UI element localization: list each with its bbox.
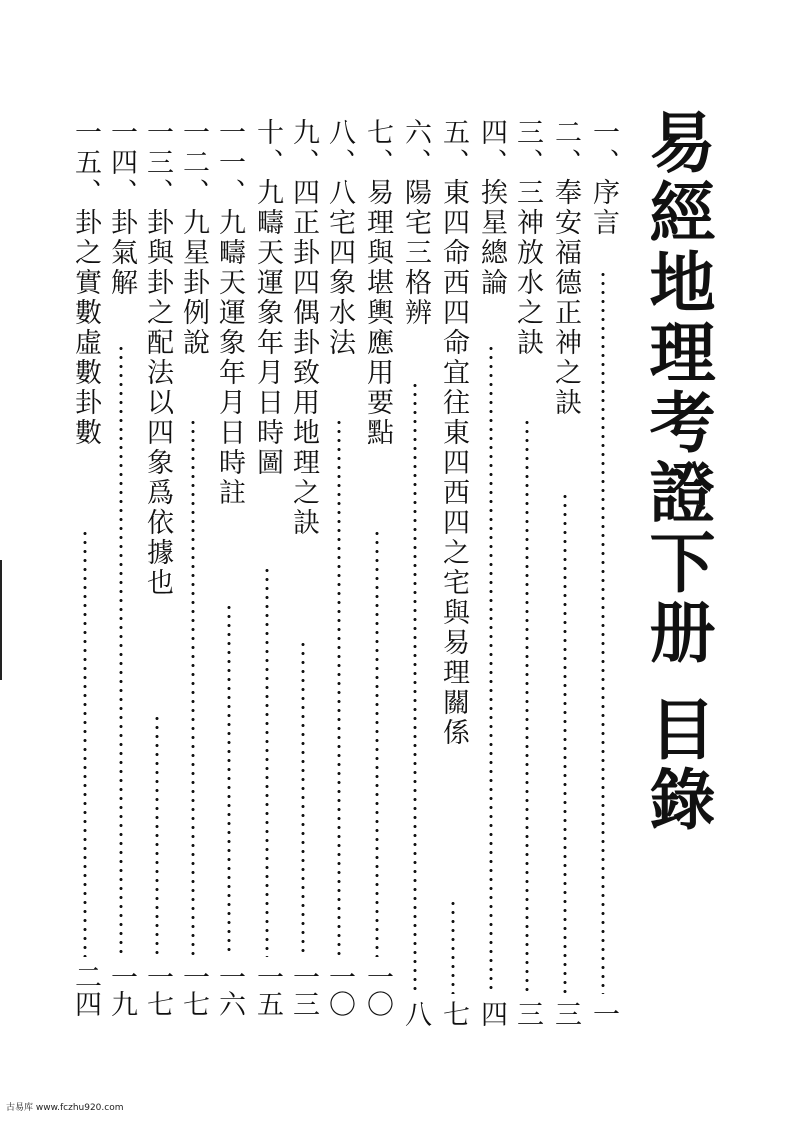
toc-dot-leader xyxy=(451,899,455,994)
toc-entry xyxy=(104,118,138,1017)
toc-entry-label: 四、挨星總論 xyxy=(476,118,507,298)
toc-entry xyxy=(398,118,432,1027)
toc-entry-label: 九、四正卦四偶卦致用地理之訣 xyxy=(288,118,319,538)
toc-page-number: 一六 xyxy=(214,963,245,1017)
toc-page-number: 一七 xyxy=(142,963,173,1017)
toc-entry xyxy=(510,118,544,1027)
toc-entry xyxy=(250,118,284,1017)
toc-dot-leader xyxy=(413,381,417,994)
toc-entry xyxy=(360,118,394,1017)
toc-page-number: 一五 xyxy=(252,963,283,1017)
toc-dot-leader xyxy=(155,714,159,957)
toc-entry xyxy=(322,118,356,1017)
toc-entry-label: 一、序言 xyxy=(588,118,619,238)
toc-dot-leader xyxy=(83,529,87,957)
toc-entry-label: 一三、卦與卦之配法以四象爲依據也 xyxy=(142,118,173,598)
toc-page-number: 一七 xyxy=(178,963,209,1017)
toc-dot-leader xyxy=(227,603,231,957)
toc-entry-label: 六、陽宅三格辨 xyxy=(400,118,431,328)
toc-page-number: 四 xyxy=(476,1000,507,1027)
toc-page-number: 一〇 xyxy=(324,963,355,1017)
toc-page-number: 一三 xyxy=(288,963,319,1017)
toc-dot-leader xyxy=(301,640,305,957)
toc-entry xyxy=(176,118,210,1017)
toc-entry-label: 一二、九星卦例說 xyxy=(178,118,209,358)
toc-dot-leader xyxy=(601,270,605,994)
toc-page-number: 三 xyxy=(512,1000,543,1027)
toc-page-number: 七 xyxy=(438,1000,469,1027)
page-title: 易經地理考證下册 目錄 xyxy=(638,108,716,835)
toc-entry-label: 一四、卦氣解 xyxy=(106,118,137,298)
toc-entry xyxy=(68,118,102,1017)
toc-entry xyxy=(436,118,470,1027)
toc-dot-leader xyxy=(489,344,493,994)
toc-entry-label: 五、東四命西四命宜往東四西四之宅與易理關係 xyxy=(438,118,469,748)
toc-entry-label: 一一、九疇天運象年月日時註 xyxy=(214,118,245,508)
site-watermark: 古易库 www.fczhu920.com xyxy=(6,1103,124,1113)
toc-entry xyxy=(548,118,582,1027)
toc-entry-label: 一五、卦之實數虛數卦數 xyxy=(70,118,101,448)
toc-dot-leader xyxy=(119,344,123,957)
toc-page-number: 八 xyxy=(400,1000,431,1027)
toc-dot-leader xyxy=(375,529,379,957)
toc-dot-leader xyxy=(191,418,195,957)
toc-dot-leader xyxy=(563,492,567,994)
toc-page-number: 二四 xyxy=(70,963,101,1017)
toc-entry xyxy=(586,118,620,1027)
scan-edge-mark xyxy=(0,560,2,680)
toc-entry xyxy=(140,118,174,1017)
toc-page-number: 一九 xyxy=(106,963,137,1017)
toc-entry-label: 八、八宅四象水法 xyxy=(324,118,355,358)
toc-dot-leader xyxy=(525,418,529,994)
toc-entry xyxy=(474,118,508,1027)
toc-entry-label: 三、三神放水之訣 xyxy=(512,118,543,358)
toc-dot-leader xyxy=(337,418,341,957)
toc-dot-leader xyxy=(265,566,269,957)
toc-entry xyxy=(286,118,320,1017)
toc-page-number: 一 xyxy=(588,1000,619,1027)
toc-entry xyxy=(212,118,246,1017)
toc-page-number: 一〇 xyxy=(362,963,393,1017)
toc-page-number: 三 xyxy=(550,1000,581,1027)
toc-entry-label: 七、易理與堪輿應用要點 xyxy=(362,118,393,448)
toc-entry-label: 二、奉安福德正神之訣 xyxy=(550,118,581,418)
toc-entry-label: 十、九疇天運象年月日時圖 xyxy=(252,118,283,478)
